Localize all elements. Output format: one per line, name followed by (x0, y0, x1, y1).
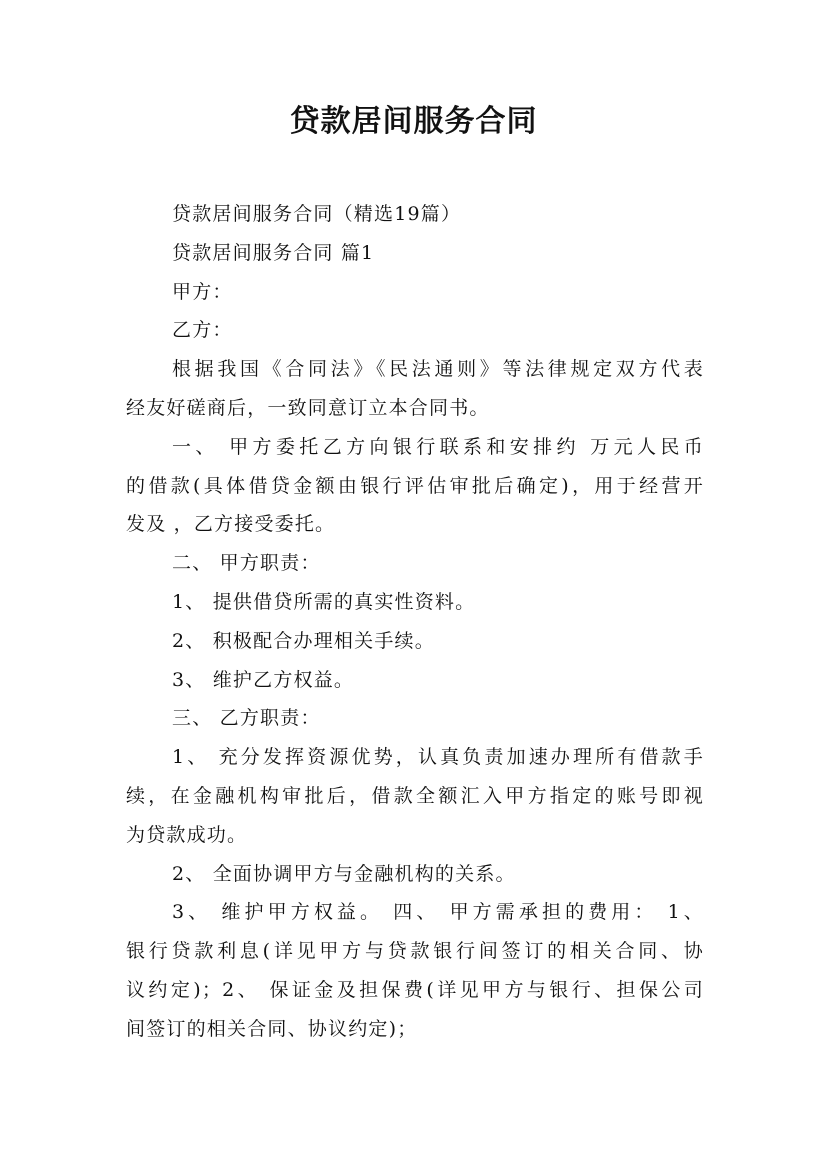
body-line: 根据我国《合同法》《民法通则》等法律规定双方代表 (172, 358, 704, 381)
body-line: 乙方： (172, 319, 233, 342)
body-line: 3、 维护甲方权益。 四、 甲方需承担的费用： 1、 (172, 901, 704, 924)
body-line: 二、 甲方职责： (172, 552, 321, 575)
body-line: 一、 甲方委托乙方向银行联系和安排约 万元人民币 (172, 435, 704, 458)
body-line: 甲方： (172, 280, 233, 303)
body-line: 为贷款成功。 (126, 823, 248, 846)
body-line: 2、 积极配合办理相关手续。 (172, 629, 435, 652)
body-line: 1、 充分发挥资源优势，认真负责加速办理所有借款手 (172, 746, 704, 769)
body-line: 3、 维护乙方权益。 (172, 668, 355, 691)
body-line: 三、 乙方职责： (172, 707, 321, 730)
body-line: 发及 ，乙方接受委托。 (126, 513, 336, 536)
document-body (126, 195, 704, 1049)
body-line: 银行贷款利息(详见甲方与贷款银行间签订的相关合同、协 (126, 940, 704, 963)
body-line: 贷款居间服务合同（精选19篇） (172, 203, 462, 225)
document-title: 贷款居间服务合同 (289, 104, 538, 139)
body-line: 的借款(具体借贷金额由银行评估审批后确定)，用于经营开 (126, 474, 704, 497)
body-line: 1、 提供借贷所需的真实性资料。 (172, 590, 476, 613)
body-line: 经友好磋商后，一致同意订立本合同书。 (126, 396, 490, 419)
body-line: 贷款居间服务合同 篇1 (172, 241, 375, 264)
body-line: 议约定)；2、 保证金及担保费(详见甲方与银行、担保公司 (126, 978, 704, 1001)
body-line: 间签订的相关合同、协议约定)； (126, 1017, 418, 1040)
body-line: 2、 全面协调甲方与金融机构的关系。 (172, 862, 516, 885)
body-line: 续，在金融机构审批后，借款全额汇入甲方指定的账号即视 (126, 784, 704, 807)
